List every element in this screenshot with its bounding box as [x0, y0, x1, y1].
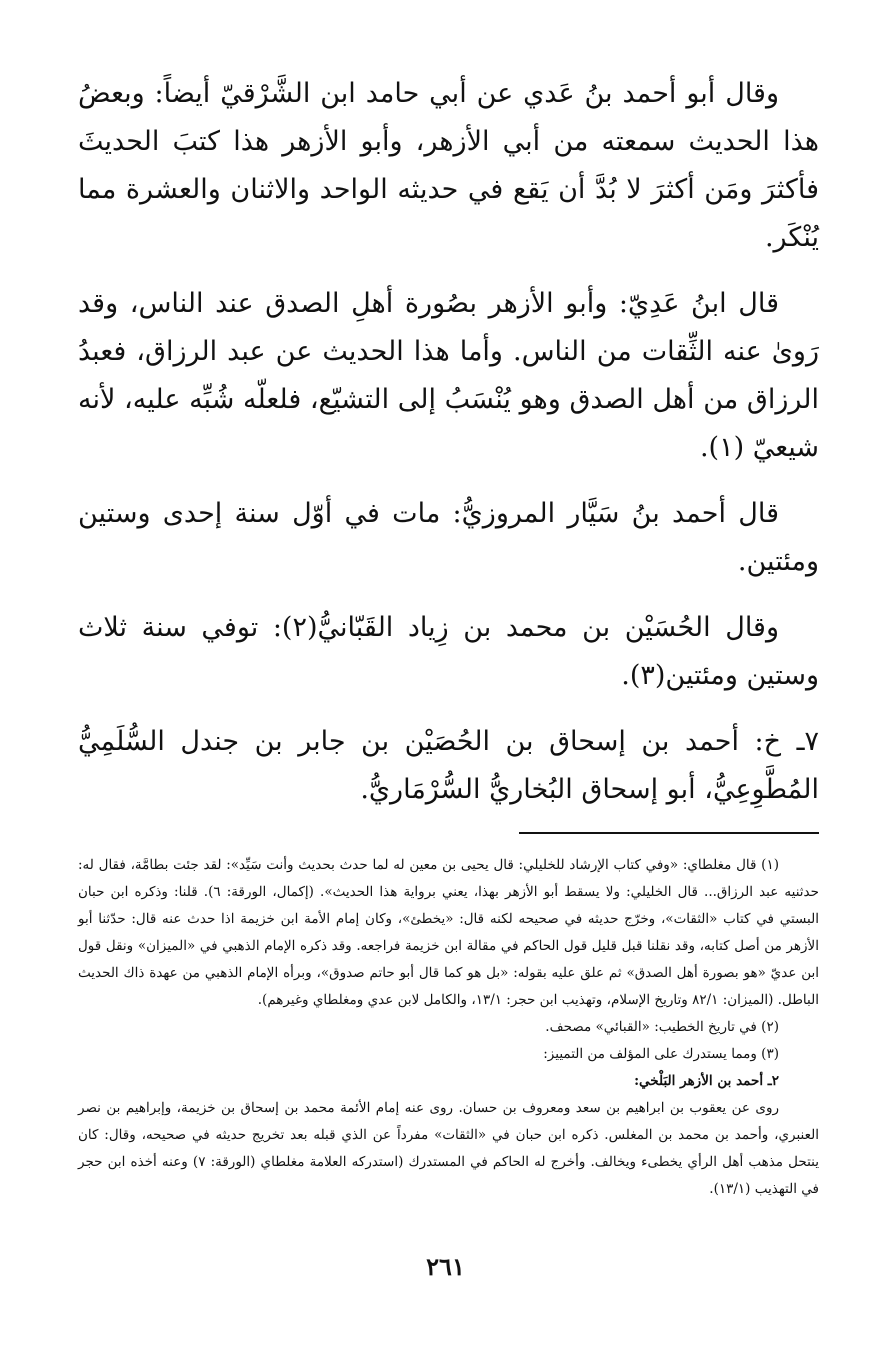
biography-entry-heading: ٧ـ خ: أحمد بن إسحاق بن الحُصَيْن بن جابر بن جندل السُّلَمِيُّ المُطَّوِعِيُّ، أبو إسحاق البُخاريُّ السُّرْمَاريُّ. [78, 726, 819, 805]
page-number: ٢٦١ [426, 1252, 465, 1281]
footnotes [78, 852, 819, 1203]
footnote-1: (١) قال مغلطاي: «وفي كتاب الإرشاد للخليلي: قال يحيى بن معين له لما حدث بحديث وأنت سَيِّد»: لقد جئت بطامَّة، فقال له: حدثنيه عبد الرزاق... قال الخليلي: ولا يسقط أبو الأزهر بهذا، يعني برواية هذا الحديث». (إكمال، الورقة: ٦). قلنا: وذكره ابن حبان البستي في كتاب «الثقات»، وخرّج حديثه في صحيحه لكنه قال: «يخطئ»، وكان إمام الأمة ابن خزيمة اذا حدث عنه قال: حدّثنا أبو الأزهر من أصل كتابه، وقد نقلنا قبل قليل قول الحاكم في مقالة ابن خزيمة فراجعه. وقد ذكره الإمام الذهبي في «الميزان» ونقل قول ابن عديّ «هو بصورة أهل الصدق» ثم علق عليه بقوله: «بل هو كما قال أبو حاتم صدوق»، وبرأه الإمام الذهبي من عهدة ذاك الحديث الباطل. (الميزان: ٨٢/١ وتاريخ الإسلام، وتهذيب ابن حجر: ١٣/١، والكامل لابن عدي ومغلطاي وغيرهم). [78, 857, 819, 1008]
main-text [78, 70, 819, 814]
footnote-3-heading: ٢ـ أحمد بن الأزهر البَلْخي: [634, 1073, 779, 1089]
footnote-2: (٢) في تاريخ الخطيب: «القبائي» مصحف. [545, 1019, 779, 1035]
footnote-3: (٣) ومما يستدرك على المؤلف من التمييز: [543, 1046, 779, 1062]
footnote-separator [519, 832, 819, 834]
footnote-3-body: روى عن يعقوب بن ابراهيم بن سعد ومعروف بن حسان. روى عنه إمام الأئمة محمد بن إسحاق بن خزيمة، وإبراهيم بن نصر العنبري، وأحمد بن محمد بن المغلس. ذكره ابن حبان في «الثقات» مفرداً عن الذي قبله بعد تخريج حديثه في صحيحه، وقال: كان ينتحل مذهب أهل الرأي يخطىء ويخالف. وأخرج له الحاكم في المستدرك (استدركه العلامة مغلطاي (الورقة: ٧) وعنه أخذه ابن حجر في التهذيب (١٣/١). [78, 1100, 819, 1197]
paragraph-ibn-adi-assessment: قال ابنُ عَدِيّ: وأبو الأزهر بصُورة أهلِ الصدق عند الناس، وقد رَوىٰ عنه الثِّقات من الناس. وأما هذا الحديث عن عبد الرزاق، فعبدُ الرزاق من أهل الصدق وهو يُنْسَبُ إلى التشيّع، فلعلّه شُبِّه عليه، لأنه شيعيّ (١). [78, 288, 819, 463]
paragraph-ibn-adi-quote: وقال أبو أحمد بنُ عَدي عن أبي حامد ابن الشَّرْقيّ أيضاً: وبعضُ هذا الحديث سمعته من أبي الأزهر، وأبو الأزهر هذا كتبَ الحديثَ فأكثرَ ومَن أكثرَ لا بُدَّ أن يَقع في حديثه الواحد والاثنان والعشرة مما يُنْكَر. [78, 78, 819, 253]
paragraph-death-date: قال أحمد بنُ سَيَّار المروزيُّ: مات في أوّل سنة إحدى وستين ومئتين. [78, 498, 819, 577]
paragraph-qabbani: وقال الحُسَيْن بن محمد بن زِياد القَبّانيُّ(٢): توفي سنة ثلاث وستين ومئتين(٣). [78, 612, 819, 691]
